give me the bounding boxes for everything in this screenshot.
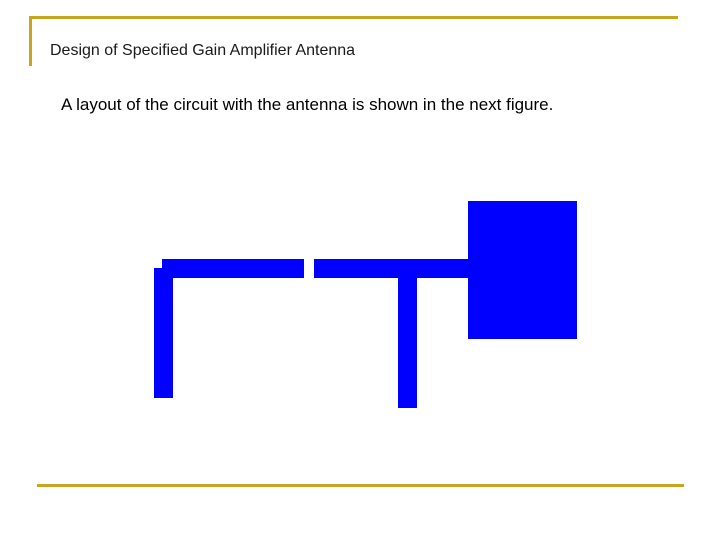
patch-antenna — [468, 201, 577, 339]
microstrip-traces — [154, 252, 505, 408]
left-vertical-stub — [154, 268, 173, 398]
tee-vertical-stub — [398, 277, 417, 408]
left-horizontal-line — [164, 259, 304, 278]
slide-title: Design of Specified Gain Amplifier Antenna — [50, 42, 356, 59]
slide-caption: A layout of the circuit with the antenna is shown in the next figure. — [61, 95, 554, 114]
